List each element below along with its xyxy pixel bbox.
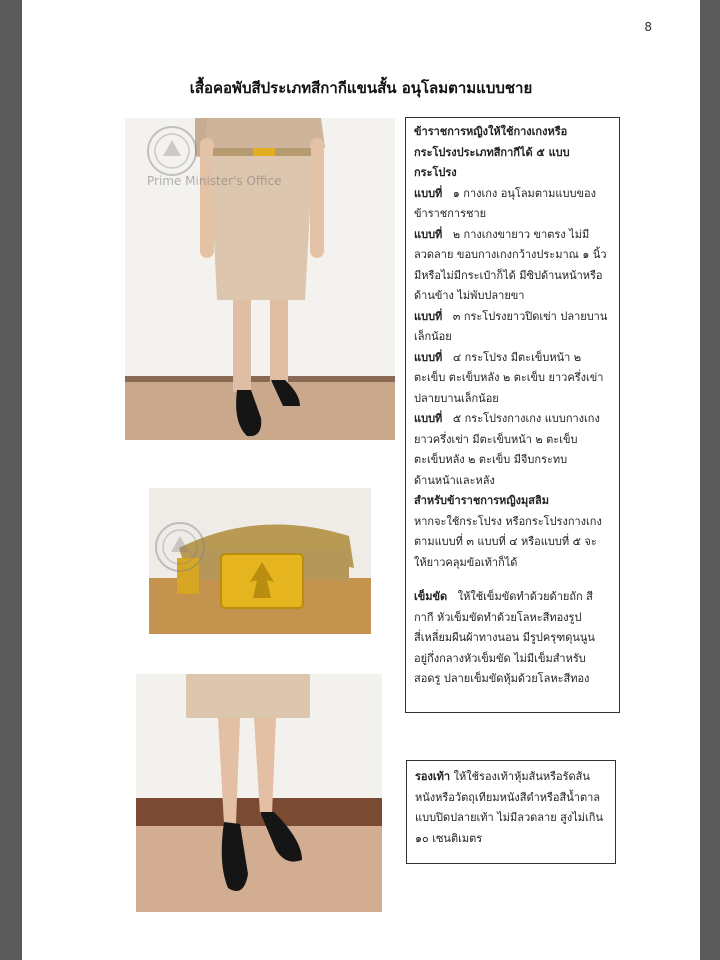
- muslim-line: ตามแบบที่ ๓ แบบที่ ๔ หรือแบบที่ ๕ จะ: [414, 535, 597, 548]
- style-4-line: ปลายบานเล็กน้อย: [414, 391, 499, 405]
- style-2-line: ด้านข้าง ไม่พับปลายขา: [414, 289, 525, 302]
- watermark-text: Prime Minister's Office: [147, 174, 282, 188]
- muslim-heading: สำหรับข้าราชการหญิงมุสลิม: [414, 494, 549, 507]
- box-heading: กระโปรง: [414, 166, 457, 179]
- skirt-uniform-photo: [125, 118, 395, 440]
- emblem-watermark-icon: [153, 520, 207, 574]
- shoes-photo: [136, 674, 382, 912]
- style-2-line: มีหรือไม่มีกระเป๋าก็ได้ มีซิปด้านหน้าหรือ: [414, 268, 603, 282]
- style-1-line: ข้าราชการชาย: [414, 207, 487, 220]
- belt-line: สี่เหลี่ยมผืนผ้าทางนอน มีรูปครุฑดุนนูน: [414, 631, 595, 644]
- style-5-line: ตะเข็บหลัง ๒ ตะเข็บ มีจีบกระทบ: [414, 453, 568, 466]
- style-5-line: ยาวครึ่งเข่า มีตะเข็บหน้า ๒ ตะเข็บ: [414, 432, 578, 446]
- page-number: 8: [644, 20, 652, 34]
- style-3-line: เล็กน้อย: [414, 330, 452, 343]
- style-2-line: ลวดลาย ขอบกางเกงกว้างประมาณ ๑ นิ้ว: [414, 248, 607, 261]
- style-4-line: ตะเข็บ ตะเข็บหลัง ๒ ตะเข็บ ยาวครึ่งเข่า: [414, 371, 604, 384]
- emblem-watermark-icon: [145, 124, 199, 178]
- style-4-line: แบบที่ ๔ กระโปรง มีตะเข็บหน้า ๒: [414, 350, 582, 364]
- belt-line: เข็มขัด ให้ใช้เข็มขัดทำด้วยด้ายถัก สี: [414, 590, 593, 603]
- belt-line: กากี หัวเข็มขัดทำด้วยโลหะสีทองรูป: [414, 610, 582, 624]
- uniform-description-box: [405, 117, 620, 713]
- belt-photo: [149, 488, 371, 634]
- box-heading: ข้าราชการหญิงให้ใช้กางเกงหรือ: [414, 125, 568, 138]
- style-3-line: แบบที่ ๓ กระโปรงยาวปิดเข่า ปลายบาน: [414, 309, 608, 323]
- shoes-line: รองเท้า ให้ใช้รองเท้าหุ้มส้นหรือรัดส้น: [415, 770, 590, 783]
- shoes-line: หนังหรือวัตถุเทียมหนังสีดำหรือสีน้ำตาล: [415, 790, 601, 804]
- page-title: เสื้อคอพับสีประเภทสีกากีแขนสั้น อนุโลมตามแบบชาย: [189, 79, 533, 97]
- style-1-line: แบบที่ ๑ กางเกง อนุโลมตามแบบของ: [414, 186, 596, 200]
- document-page: [22, 0, 700, 960]
- shoes-line: ๑๐ เซนติเมตร: [415, 831, 483, 845]
- belt-line: อยู่กึ่งกลางหัวเข็มขัด ไม่มีเข็มสำหรับ: [414, 651, 586, 665]
- box-heading: กระโปรงประเภทสีกากีได้ ๕ แบบ: [414, 145, 570, 159]
- muslim-line: หากจะใช้กระโปรง หรือกระโปรงกางเกง: [414, 514, 602, 528]
- belt-line: สอดรู ปลายเข็มขัดหุ้มด้วยโลหะสีทอง: [414, 672, 590, 685]
- shoes-line: แบบปิดปลายเท้า ไม่มีลวดลาย สูงไม่เกิน: [415, 811, 603, 824]
- muslim-line: ให้ยาวคลุมข้อเท้าก็ได้: [414, 555, 518, 569]
- style-2-line: แบบที่ ๒ กางเกงขายาว ขาตรง ไม่มี: [414, 227, 590, 241]
- shoes-description-box: [406, 760, 616, 864]
- style-5-line: ด้านหน้าและหลัง: [414, 473, 495, 487]
- style-5-line: แบบที่ ๕ กระโปรงกางเกง แบบกางเกง: [414, 412, 600, 425]
